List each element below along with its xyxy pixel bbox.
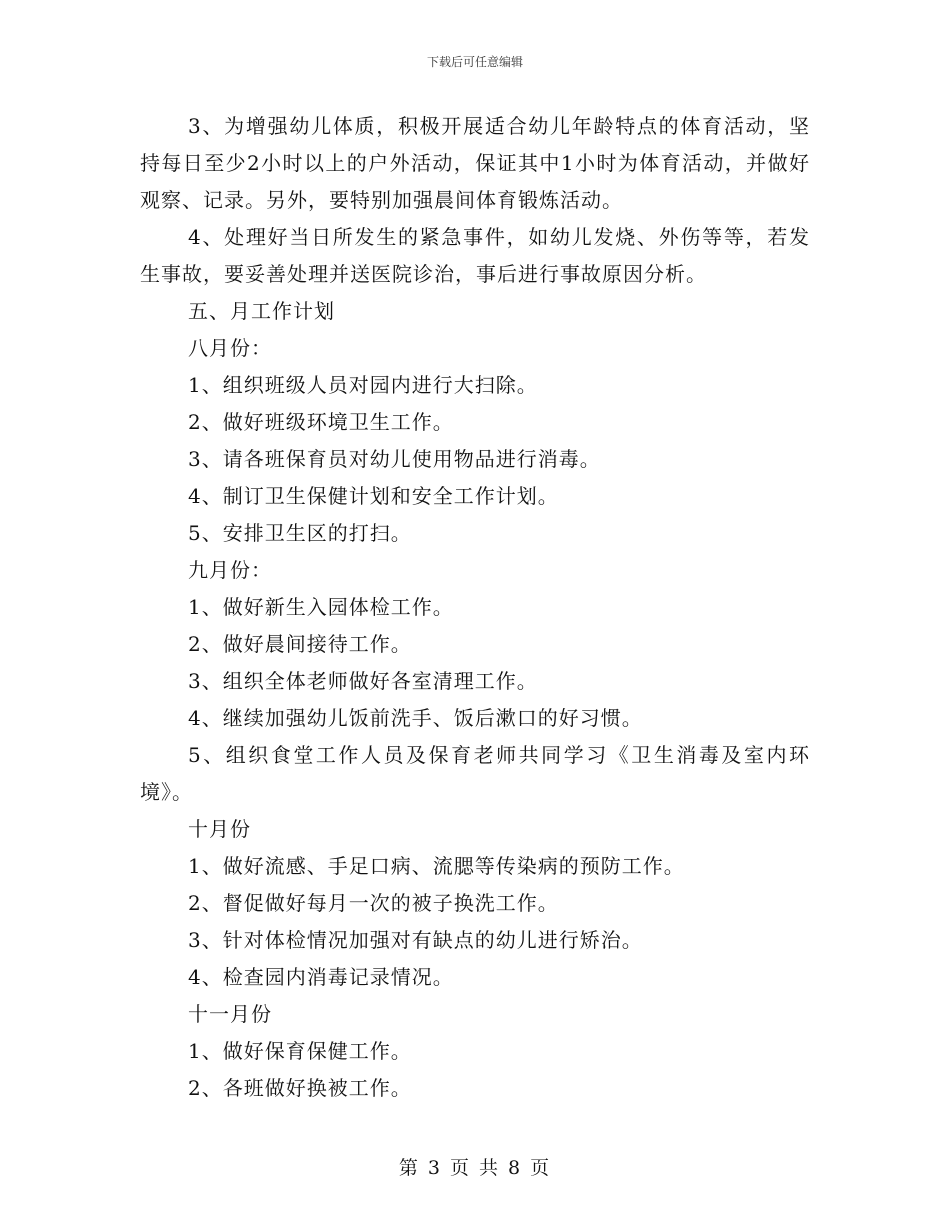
list-item: 5、组织食堂工作人员及保育老师共同学习《卫生消毒及室内环境》。 [140,743,810,804]
list-item: 3、组织全体老师做好各室清理工作。 [188,669,538,693]
list-item: 2、做好晨间接待工作。 [188,632,412,656]
list-item: 5、安排卫生区的打扫。 [188,521,412,545]
month-heading-november: 十一月份 [188,1002,272,1026]
list-item: 4、检查园内消毒记录情况。 [188,965,454,989]
list-item: 3、请各班保育员对幼儿使用物品进行消毒。 [188,447,601,471]
list-item: 4、继续加强幼儿饭前洗手、饭后漱口的好习惯。 [188,706,643,730]
paragraph-4: 4、处理好当日所发生的紧急事件，如幼儿发烧、外伤等等，若发生事故，要妥善处理并送医院诊治，事后进行事故原因分析。 [140,225,810,286]
page-header: 下载后可任意编辑 [426,55,523,69]
list-item: 2、各班做好换被工作。 [188,1076,412,1100]
section-heading-monthly-plan: 五、月工作计划 [188,299,335,323]
month-heading-october: 十月份 [188,817,251,841]
list-item: 1、组织班级人员对园内进行大扫除。 [188,373,538,397]
list-item: 2、做好班级环境卫生工作。 [188,410,454,434]
page-number: 第 3 页 共 8 页 [398,1157,552,1179]
paragraph-3: 3、为增强幼儿体质，积极开展适合幼儿年龄特点的体育活动，坚持每日至少2小时以上的户外活动，保证其中1小时为体育活动，并做好观察、记录。另外，要特别加强晨间体育锻炼活动。 [140,114,810,212]
list-item: 1、做好保育保健工作。 [188,1039,412,1063]
list-item: 2、督促做好每月一次的被子换洗工作。 [188,891,559,915]
list-item: 1、做好流感、手足口病、流腮等传染病的预防工作。 [188,854,685,878]
list-item: 3、针对体检情况加强对有缺点的幼儿进行矫治。 [188,928,643,952]
document-body [140,108,810,1107]
month-heading-august: 八月份： [188,336,272,360]
month-heading-september: 九月份： [188,558,272,582]
list-item: 1、做好新生入园体检工作。 [188,595,454,619]
list-item: 4、制订卫生保健计划和安全工作计划。 [188,484,559,508]
